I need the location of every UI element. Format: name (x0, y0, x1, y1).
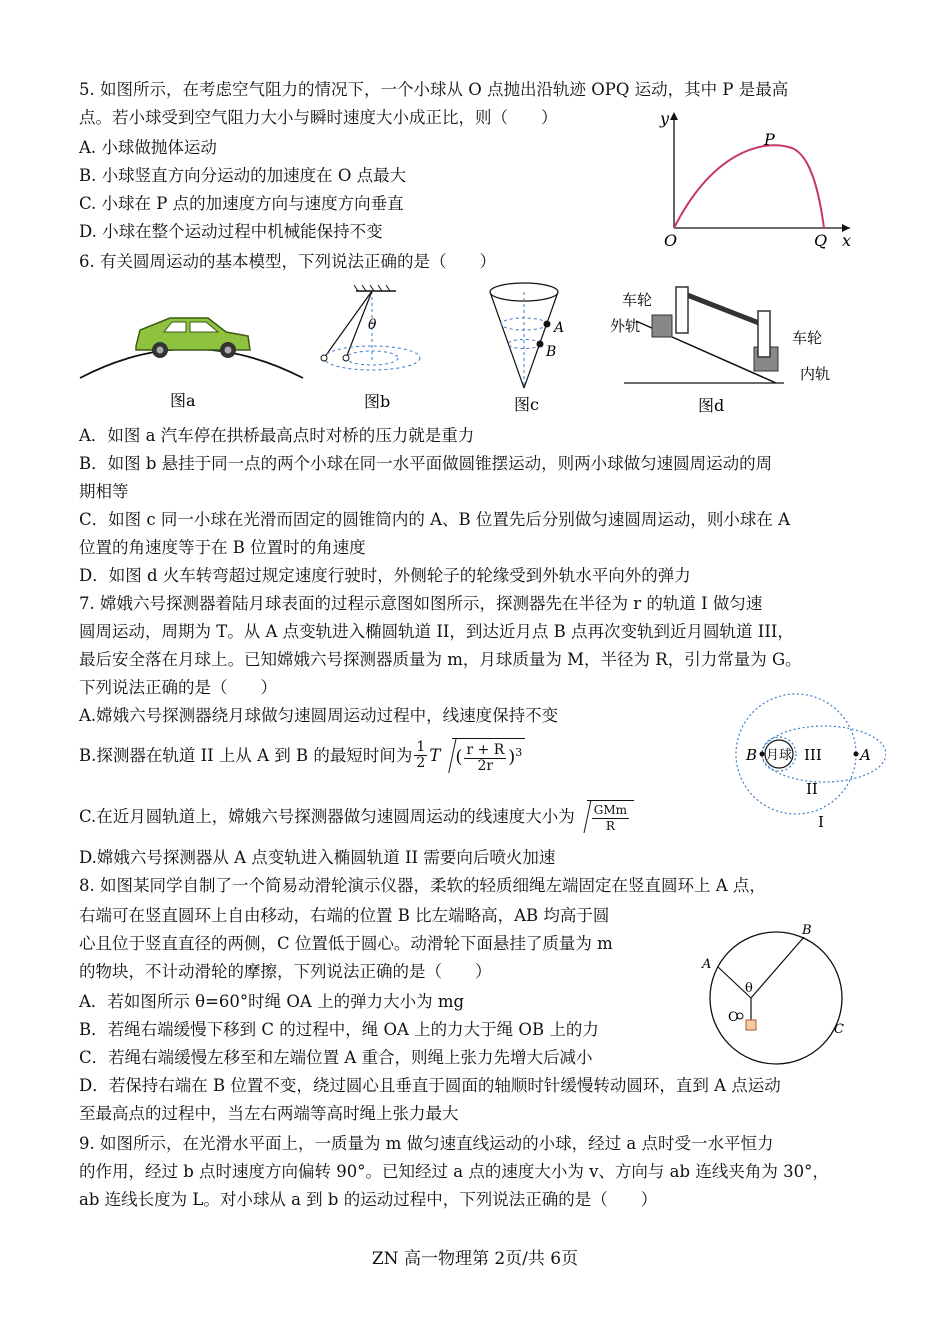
q5-x-label: x (842, 231, 852, 250)
q5-p-label: P (764, 130, 775, 149)
q8-stem-line2: 右端可在竖直圆环上自由移动，右端的位置 B 比左端略高，AB 均高于圆 (79, 906, 610, 925)
q7-b-inner-num: r + R (466, 741, 505, 758)
q7-stem-line4: 下列说法正确的是（ ） (79, 678, 277, 697)
q9-stem-line3: ab 连线长度为 L。对小球从 a 到 b 的运动过程中，下列说法正确的是（ ） (79, 1190, 658, 1209)
q7-option-b-text: B.探测器在轨道 II 上从 A 到 B 的最短时间为 (79, 745, 413, 765)
q8-label-c: C (834, 1022, 844, 1037)
q5-o-label: O (664, 231, 678, 250)
q7-option-c (79, 800, 634, 834)
q8-stem-line3: 心且位于竖直直径的两侧，C 位置低于圆心。动滑轮下面悬挂了质量为 m (79, 934, 613, 953)
q7-b-power: 3 (515, 746, 523, 759)
q6-caption-c: 图c (514, 395, 539, 414)
q7-c-den: R (605, 819, 615, 833)
q6-d-inner-rail: 内轨 (800, 365, 831, 383)
q8-option-d-cont: 至最高点的过程中，当左右两端等高时绳上张力最大 (79, 1104, 459, 1123)
q8-option-c: C．若绳右端缓慢左移至和左端位置 A 重合，则绳上张力先增大后减小 (79, 1048, 593, 1067)
q8-pulley-figure (696, 918, 856, 1068)
q7-b-half (414, 740, 427, 771)
q6-figure-a (78, 300, 308, 415)
q7-b-sqrt: ( $\frac{r + R}{2r}$ )$^3$ (452, 738, 525, 774)
q7-option-a: A.嫦娥六号探测器绕月球做匀速圆周运动过程中，线速度保持不变 (79, 706, 559, 725)
q5-stem-line2: 点。若小球受到空气阻力大小与瞬时速度大小成正比，则（ ） (79, 108, 558, 127)
q8-label-a: A (702, 957, 712, 972)
q6-b-theta: θ (368, 317, 377, 333)
q7-c-sqrt (587, 800, 634, 834)
q9-stem-line2: 的作用，经过 b 点时速度方向偏转 90°。已知经过 a 点的速度大小为 v、方向与 ab 连线夹角为 30°， (79, 1162, 829, 1181)
q6-caption-a: 图a (170, 391, 196, 410)
q6-option-a: A．如图 a 汽车停在拱桥最高点时对桥的压力就是重力 (79, 426, 475, 445)
q7-label-b: B (746, 746, 758, 764)
q7-label-ii: II (806, 780, 818, 798)
q7-option-d: D.嫦娥六号探测器从 A 点变轨进入椭圆轨道 II 需要向后喷火加速 (79, 848, 556, 867)
q5-option-d: D. 小球在整个运动过程中机械能保持不变 (79, 222, 383, 241)
q7-label-i: I (818, 813, 824, 831)
page-footer: ZN 高一物理第 2页/共 6页 (371, 1249, 579, 1269)
q6-stem: 6. 有关圆周运动的基本模型，下列说法正确的是（ ） (79, 252, 496, 271)
q7-option-b (79, 738, 525, 774)
q7-b-half-den: 2 (416, 755, 426, 772)
q6-c-label-b: B (546, 344, 557, 360)
q8-option-b: B．若绳右端缓慢下移到 C 的过程中，绳 OA 上的力大于绳 OB 上的力 (79, 1020, 599, 1039)
q7-moon-label: 月球 (766, 748, 793, 763)
q6-option-b-cont: 期相等 (79, 482, 129, 501)
q7-stem-line1: 7. 嫦娥六号探测器着陆月球表面的过程示意图如图所示，探测器先在半径为 r 的轨道 I 做匀速 (79, 594, 763, 613)
q7-b-inner-den: 2r (477, 757, 494, 774)
q7-b-half-num: 1 (416, 739, 426, 756)
q5-option-a: A. 小球做抛体运动 (79, 138, 217, 157)
q6-c-label-a: A (554, 320, 565, 336)
q8-stem-line1: 8. 如图某同学自制了一个简易动滑轮演示仪器，柔软的轻质细绳左端固定在竖直圆环上 A 点， (79, 876, 766, 895)
q8-label-o: O (728, 1010, 739, 1025)
q5-q-label: Q (814, 231, 828, 250)
q6-option-d: D．如图 d 火车转弯超过规定速度行驶时，外侧轮子的轮缘受到外轨水平向外的弹力 (79, 566, 691, 585)
q7-option-c-text: C.在近月圆轨道上，嫦娥六号探测器做匀速圆周运动的线速度大小为 (79, 807, 575, 826)
q7-label-a: A (860, 746, 871, 764)
q7-orbit-figure (706, 688, 886, 838)
q5-y-label: y (660, 109, 670, 128)
q6-option-c-cont: 位置的角速度等于在 B 位置时的角速度 (79, 538, 366, 557)
q7-stem-line3: 最后安全落在月球上。已知嫦娥六号探测器质量为 m，月球质量为 M，半径为 R，引力常量为 G。 (79, 650, 802, 669)
q8-label-b: B (802, 923, 812, 938)
q6-d-wheel-right: 车轮 (792, 329, 823, 347)
q5-stem-line1: 5. 如图所示，在考虑空气阻力的情况下，一个小球从 O 点抛出沿轨迹 OPQ 运动，其中 P 是最高 (79, 80, 789, 99)
q6-option-c: C．如图 c 同一小球在光滑而固定的圆锥筒内的 A、B 位置先后分别做匀速圆周运动，则小球在 A (79, 510, 791, 529)
q6-caption-d: 图d (698, 396, 725, 415)
q7-c-num: GMm (593, 803, 628, 817)
q9-stem-line1: 9. 如图所示，在光滑水平面上，一质量为 m 做匀速直线运动的小球，经过 a 点时受一水平恒力 (79, 1134, 774, 1153)
q7-b-period: T (429, 745, 441, 765)
q8-label-theta: θ (745, 981, 753, 996)
q8-option-a: A．若如图所示 θ=60°时绳 OA 上的弹力大小为 mg (79, 992, 465, 1011)
q6-figure-d (604, 283, 854, 418)
q7-stem-line2: 圆周运动，周期为 T。从 A 点变轨进入椭圆轨道 II，到达近月点 B 点再次变轨到近月圆轨道 III， (79, 622, 794, 641)
q5-trajectory-figure (652, 108, 862, 253)
q6-option-b: B．如图 b 悬挂于同一点的两个小球在同一水平面做圆锥摆运动，则两小球做匀速圆周运动的周 (79, 454, 773, 473)
q6-d-wheel-left: 车轮 (622, 291, 653, 309)
q5-option-b: B. 小球竖直方向分运动的加速度在 O 点最大 (79, 166, 407, 185)
q5-option-c: C. 小球在 P 点的加速度方向与速度方向垂直 (79, 194, 404, 213)
q6-d-outer-rail: 外轨 (610, 317, 641, 335)
q6-figure-b (316, 283, 466, 415)
q8-option-d: D．若保持右端在 B 位置不变，绕过圆心且垂直于圆面的轴顺时针缓慢转动圆环，直到 A 点运动 (79, 1076, 781, 1095)
q6-figure-c (484, 280, 584, 415)
q8-stem-line4: 的物块，不计动滑轮的摩擦，下列说法正确的是（ ） (79, 962, 492, 981)
q6-caption-b: 图b (364, 392, 391, 411)
q7-label-iii: III (804, 746, 822, 764)
